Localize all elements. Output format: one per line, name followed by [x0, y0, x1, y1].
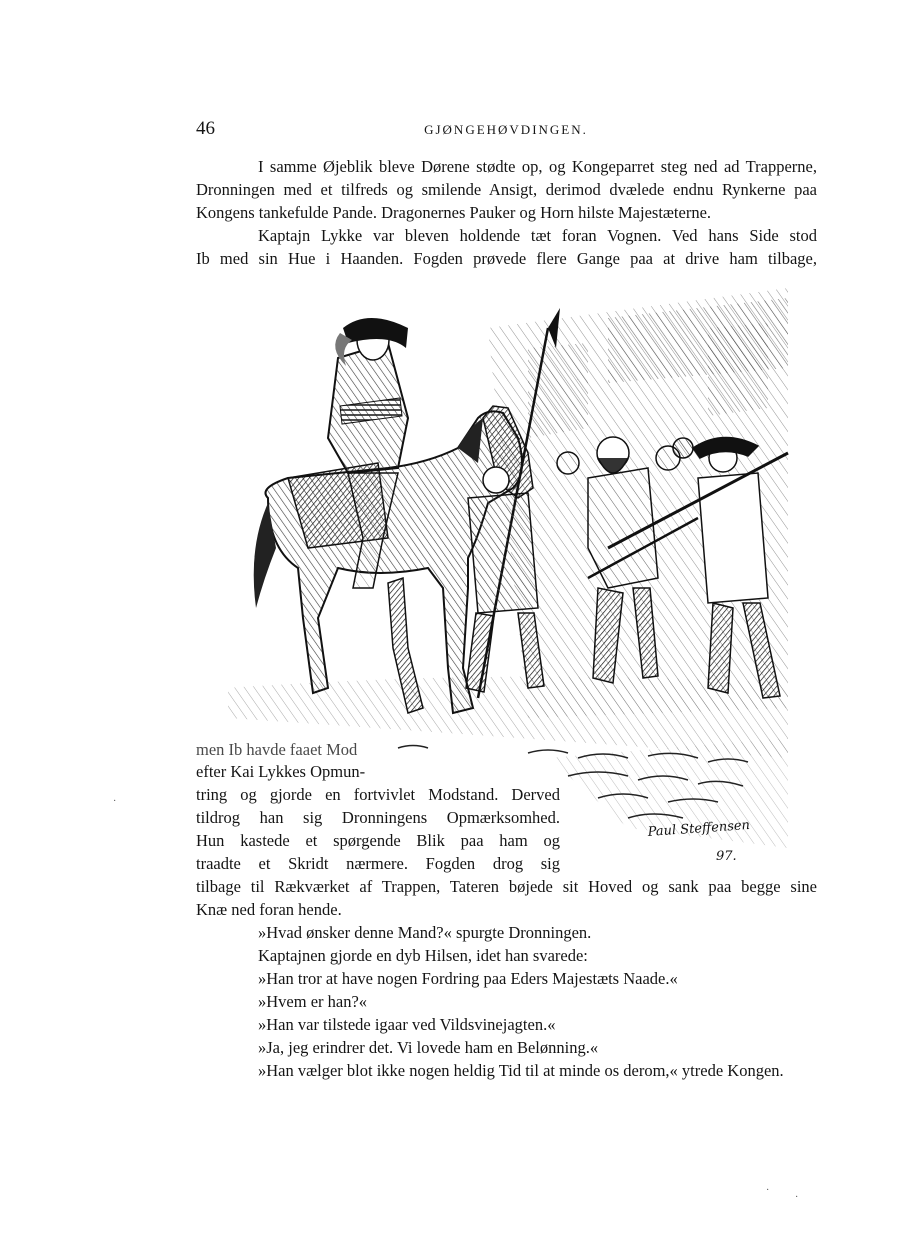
- wall-window: [708, 323, 768, 416]
- text-line: Kaptajn Lykke var bleven holdende tæt foran Vognen. Ved hans Side stod: [258, 226, 817, 245]
- scan-speck: ·: [113, 796, 117, 807]
- dialogue-line: »Han tror at have nogen Fordring paa Eders Majestæts Naade.«: [258, 969, 678, 988]
- text-line: I samme Øjeblik bleve Dørene stødte op, og Kongeparret steg ned ad Trapperne,: [258, 157, 817, 176]
- crowd-head: [557, 452, 579, 474]
- text-line: Knæ ned foran hende.: [196, 900, 342, 919]
- dialogue-line: Kaptajnen gjorde en dyb Hilsen, idet han svarede:: [258, 946, 588, 965]
- dialogue-line: »Ja, jeg erindrer det. Vi lovede ham en Belønning.«: [258, 1038, 599, 1057]
- dialogue-line: »Hvem er han?«: [258, 992, 368, 1011]
- text-line: men Ib havde faaet Mod: [196, 740, 358, 759]
- text-line: efter Kai Lykkes Opmun-: [196, 762, 366, 781]
- running-title: GJØNGEHØVDINGEN.: [424, 122, 588, 137]
- dialogue-line: »Hvad ønsker denne Mand?« spurgte Dronningen.: [258, 923, 592, 942]
- scan-speck: ·: [766, 1185, 770, 1196]
- page-header: [196, 118, 816, 142]
- text-line: Dronningen med et tilfreds og smilende Ansigt, derimod dvælede endnu Rynkerne paa: [196, 180, 817, 199]
- dialogue-line: »Han vælger blot ikke nogen heldig Tid til at minde os derom,« ytrede Kongen.: [258, 1061, 784, 1080]
- soldier-face: [483, 467, 509, 493]
- signature-year: 97.: [716, 849, 737, 864]
- musketeer-coat: [698, 473, 768, 603]
- text-line: tilbage til Rækværket af Trappen, Tateren bøjede sit Hoved og sank paa begge sine: [196, 877, 817, 896]
- musketeer-leg: [708, 603, 733, 693]
- page-number: 46: [196, 118, 215, 139]
- soldier-coat: [468, 493, 538, 613]
- signature-name: Paul Steffensen: [647, 817, 751, 840]
- text-line: tildrog han sig Dronningens Opmærksomhed.: [196, 808, 560, 827]
- crowd-head: [673, 438, 693, 458]
- text-line: tring og gjorde en fortvivlet Modstand. Derved: [196, 785, 560, 804]
- scan-speck: ·: [795, 1192, 799, 1203]
- text-line: Kongens tankefulde Pande. Dragonernes Pauker og Horn hilste Majestæterne.: [196, 203, 712, 222]
- text-line: Ib med sin Hue i Haanden. Fogden prøvede flere Gange paa at drive ham tilbage,: [196, 249, 817, 268]
- text-line: Hun kastede et spørgende Blik paa ham og: [196, 831, 560, 850]
- dialogue-line: »Han var tilstede igaar ved Vildsvinejagten.«: [258, 1015, 556, 1034]
- text-line: traadte et Skridt nærmere. Fogden drog sig: [196, 854, 560, 873]
